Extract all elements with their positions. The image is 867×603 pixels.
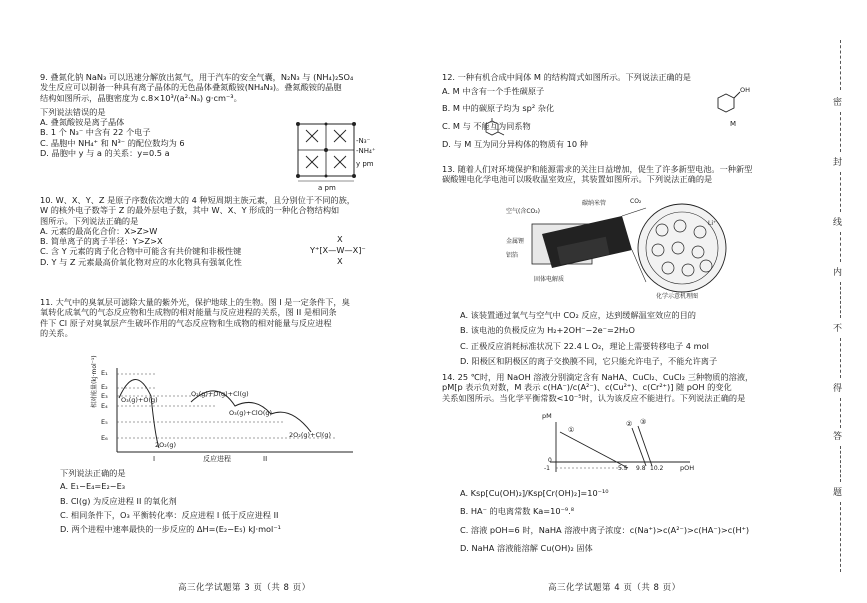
q10-line: W 的核外电子数等于 Z 的最外层电子数，其中 W、X、Y 形成的一种化合物结构如 [40,205,340,216]
seal-line [840,338,841,378]
label-nanotube: 碳纳米管 [582,200,607,207]
q10-option-b: B. 简单离子的离子半径：Y>Z>X [40,236,163,246]
question-14 [442,372,753,403]
label-lithium: 金属锂 [506,238,525,245]
xtick-5-5: 5.5 [618,465,628,472]
seal-char: 答 [833,432,843,442]
q12-line: 12. 一种有机合成中间体 M 的结构简式如图所示。下列说法正确的是 [442,72,691,82]
figure-i-label: I [153,455,156,463]
q11-option-c: C. 相同条件下，O₃ 平衡转化率：反应进程 I 低于反应进程 II [60,509,279,520]
level-e1: E₁ [101,369,108,377]
seal-line [840,172,841,212]
question-10 [40,195,355,267]
energy-diagram [91,355,355,466]
dimension-a: a pm [318,184,336,192]
label-air: 空气(含CO₂) [506,208,540,215]
comparison-molecule [482,118,506,140]
seal-line [840,502,841,572]
chart-ylabel: pM [542,412,552,420]
seal-line [840,282,841,318]
species-2o2-cl: 2O₂(g)+Cl(g) [289,431,332,439]
label-mechanism: 化学示意机理图 [656,293,699,300]
seal-char: 题 [833,488,843,498]
seal-char: 线 [833,218,843,228]
q13-option-a: A. 该装置通过氧气与空气中 CO₂ 反应，达到缓解温室效应的目的 [460,310,696,320]
xtick-9-8: 9.8 [636,465,646,472]
q11-line: 11. 大气中的臭氧层可滤除大量的紫外光，保护地球上的生物。图 I 是一定条件下，臭 [40,297,350,307]
q11-option-d: D. 两个进程中速率最快的一步反应的 ΔH=(E₂−E₅) kJ·mol⁻¹ [60,524,281,534]
pm-poh-chart [540,412,700,478]
xtick-10-2: 10.2 [650,465,664,472]
binding-margin [815,0,867,603]
dimension-y: y pm [356,160,374,168]
q14-line: 14. 25 ℃时，用 NaOH 溶液分别滴定含有 NaHA、CuCl₂、CuCl₂ 三种物质的溶液， [442,372,754,382]
q9-option-d: D. 晶胞中 y 与 a 的关系：y=0.5 a [40,147,170,158]
legend-nh4: -NH₄⁺ [356,147,376,155]
q14-option-d: D. NaHA 溶液能溶解 Cu(OH)₂ 固体 [460,542,593,553]
curve-3-label: ③ [640,418,647,426]
q9-option-c: C. 晶胞中 NH₄⁺ 和 N³⁻ 的配位数均为 6 [40,137,185,148]
q14-option-b: B. HA⁻ 的电离常数 Ka=10⁻⁹.⁸ [460,506,575,517]
struct-top: X [337,234,343,244]
struct-middle: Y⁺[X—W—X]⁻ [310,245,366,255]
question-11 [40,297,350,338]
q13-option-c: C. 正极反应消耗标准状况下 22.4 L O₂，理论上需要转移电子 4 mol [460,340,709,351]
struct-bottom: X [337,256,343,266]
q10-line: 10. W、X、Y、Z 是原子序数依次增大的 4 种短周期主族元素，且分别位于不同的族， [40,195,355,205]
figure-ii-label: II [263,455,268,463]
species-o2-o-cl: O₂(g)+O(g)+Cl(g) [191,390,249,398]
question-11-options [60,468,281,534]
seal-char: 不 [833,324,843,334]
q9-line: 9. 叠氮化钠 NaN₃ 可以迅速分解放出氮气，用于汽车的安全气囊，N₂N₃ 与 (NH₄)₂SO₄ [40,72,354,82]
species-o3-clo: O₃(g)+ClO(g) [229,409,273,417]
q10-option-d: D. Y 与 Z 元素最高价氧化物对应的水化物具有强氧化性 [40,256,242,267]
energy-curves [95,366,355,466]
ytick-neg1: -1 [544,465,550,472]
question-14-options [460,488,749,553]
chart-xlabel: pOH [680,464,695,472]
question-13 [442,164,752,185]
q9-option-a: A. 叠氮酸铵是离子晶体 [40,117,125,127]
seal-char: 内 [833,268,843,278]
seal-char: 密 [833,98,843,108]
curve-2-label: ② [626,420,633,428]
q11-option-b: B. Cl(g) 为反应进程 II 的氧化剂 [60,495,177,506]
label-foil: 铝箔 [506,252,519,259]
curve-1-label: ① [568,426,575,434]
q14-line: 关系如图所示。当化学平衡常数<10⁻⁵时，认为该反应不能进行。下列说法正确的是 [442,392,746,403]
seal-line [840,446,841,482]
left-page [0,0,430,603]
q9-line: 结构如图所示，晶胞密度为 c.8×10³/(a²·Nₐ) g·cm⁻³。 [40,92,242,103]
q10-line: 图所示。下列说法正确的是 [40,215,139,226]
level-e2: E₂ [101,383,108,391]
seal-line [840,398,841,428]
right-footer: 高三化学试题第 4 页（共 8 页） [548,583,681,593]
q11-prompt: 下列说法正确的是 [60,468,126,478]
right-page [430,0,815,603]
species-o3-o: O₃(g)+O(g) [121,396,158,404]
seal-char: 得 [833,384,843,394]
q14-option-c: C. 溶液 pOH=6 时，NaHA 溶液中离子浓度：c(Na⁺)>c(A²⁻)>c(HA⁻)>c(H⁺) [460,524,750,535]
q11-line: 的关系。 [40,327,73,338]
q13-option-b: B. 该电池的负极反应为 H₂+2OH⁻−2e⁻=2H₂O [460,325,635,336]
q10-option-c: C. 含 Y 元素的离子化合物中可能含有共价键和非极性键 [40,246,242,257]
q13-line: 碳酸锂电化学电池可以吸收温室效应，其装置如图所示。下列说法正确的是 [442,174,713,185]
q13-option-d: D. 阳极区和阴极区的离子交换膜不同，它只能允许电子，不能允许离子 [460,355,718,366]
seal-line [840,112,841,152]
q13-line: 13. 随着人们对环境保护和能源需求的关注日益增加，促生了许多新型电池。一种新型 [442,164,753,174]
level-e4: E₄ [101,402,108,410]
seal-char: 封 [833,158,843,168]
seal-line [840,40,841,90]
species-2o2: 2O₂(g) [155,441,177,449]
q9-line: 发生反应可以制备一种具有离子晶体的无色晶体叠氮酸铵(NH₄N₃)。叠氮酸铵的晶胞 [40,82,342,93]
question-12 [442,72,691,149]
level-e6: E₆ [101,434,108,442]
battery-drawing [512,194,742,302]
q12-option-a: A. M 中含有一个手性碳原子 [442,86,545,97]
left-footer: 高三化学试题第 3 页（共 8 页） [178,583,311,593]
molecule-m-label: M [730,120,737,128]
q10-option-a: A. 元素的最高化合价：X>Z>W [40,225,158,236]
battery-figure [506,194,742,302]
q14-line: pM[p 表示负对数，M 表示 c(HA⁻)/c(A²⁻)、c(Cu²⁺)、c(Cr²⁺)] 随 pOH 的变化 [442,382,732,393]
q12-option-b: B. M 中的碳原子均为 sp² 杂化 [442,102,555,113]
label-co2: CO₂ [630,198,642,205]
q9-option-b: B. 1 个 N₃⁻ 中含有 22 个电子 [40,127,151,138]
q12-option-d: D. 与 M 互为同分异构体的物质有 10 种 [442,139,588,149]
label-li-ion: Li⁺ [708,220,717,227]
level-e3: E₃ [101,392,108,400]
label-electrolyte: 固体电解质 [534,276,565,283]
q14-option-a: A. Ksp[Cu(OH)₂]/Ksp[Cr(OH)₂]=10⁻¹⁰ [460,488,609,498]
seal-line [840,232,841,262]
question-13-options [460,310,717,366]
ytick-0: 0 [548,457,552,464]
q11-line: 氧转化成氧气的气态反应物和生成物的相对能量与反应进程的关系，图 II 是相同条 [40,307,337,318]
molecule-oh: OH [740,86,751,94]
level-e5: E₅ [101,418,108,426]
q12-option-c: C. M 与 不能互为同系物 [442,120,531,131]
energy-xlabel: 反应进程 [203,455,231,463]
q11-line: 件下 Cl 原子对臭氧层产生破坏作用的气态反应物和生成物的相对能量与反应进程 [40,317,332,328]
q9-prompt: 下列说法错误的是 [40,106,106,117]
q11-option-a: A. E₁−E₄=E₂−E₃ [60,481,126,492]
legend-n3: -N₃⁻ [356,137,371,145]
energy-ylabel: 相对能量(kJ·mol⁻¹) [91,355,98,408]
